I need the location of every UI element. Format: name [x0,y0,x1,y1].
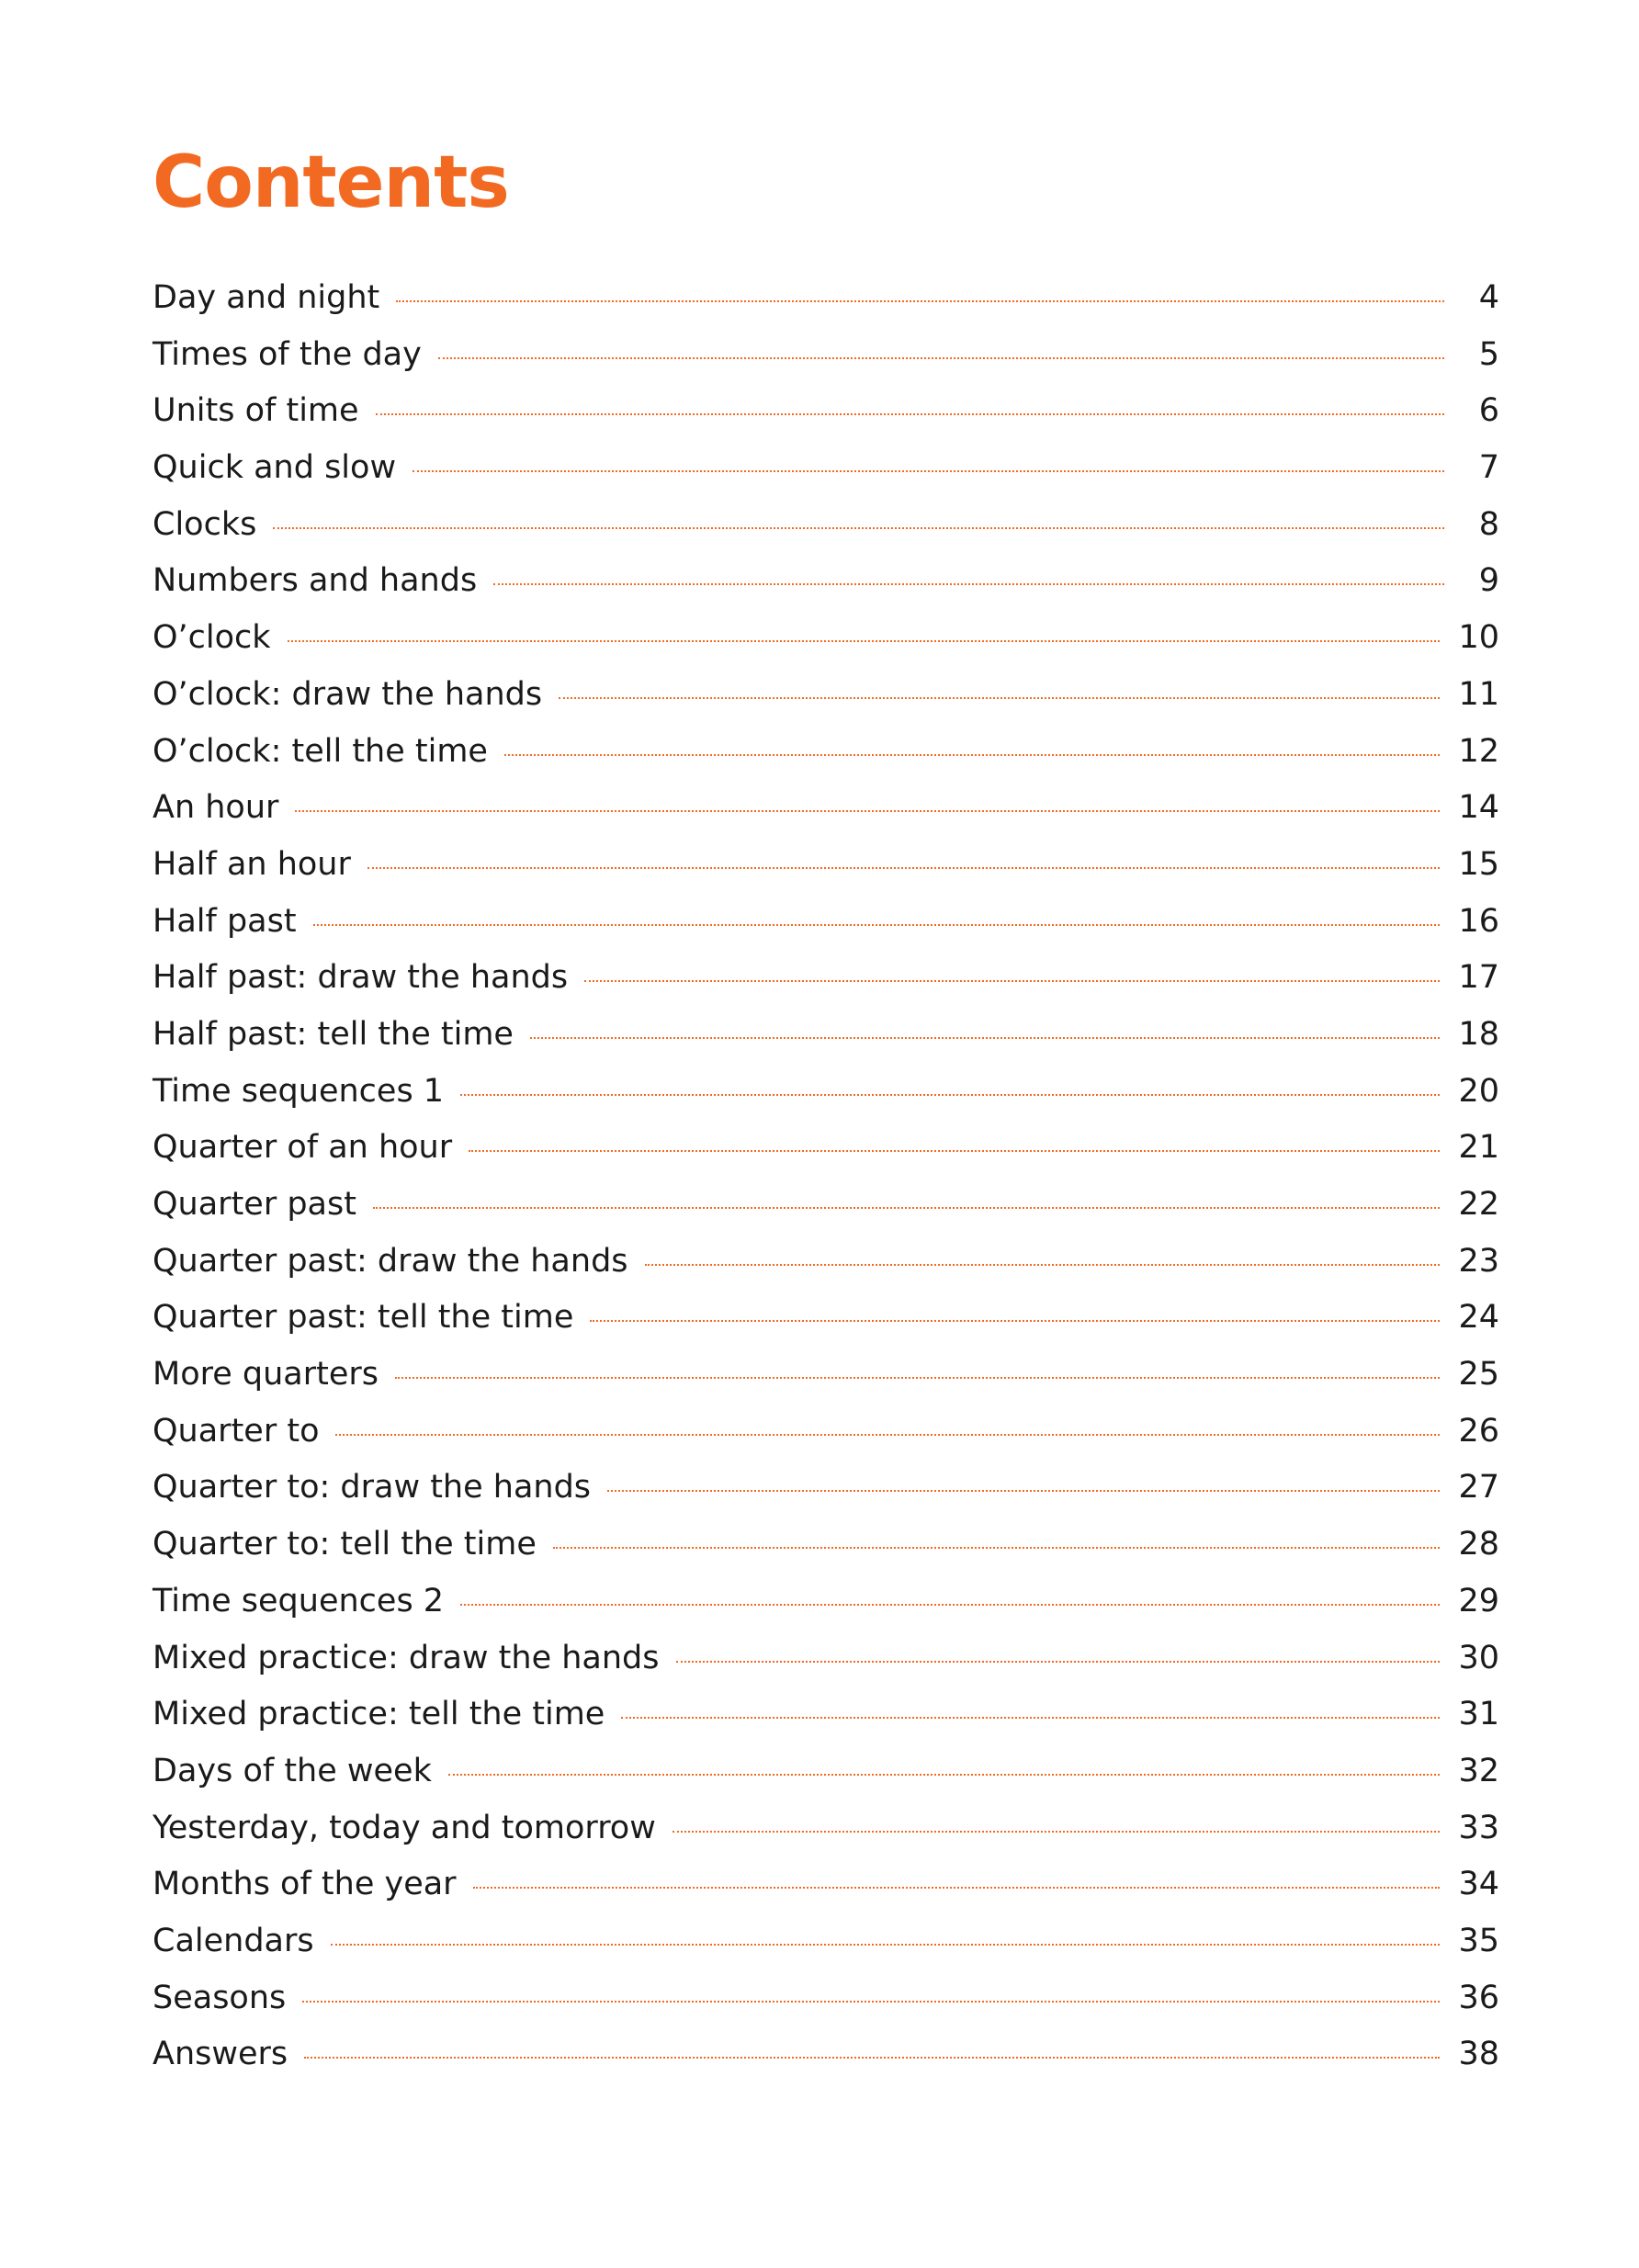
toc-entry-page-number: 32 [1458,1752,1499,1789]
toc-entry[interactable] [153,780,1499,837]
toc-entry[interactable] [153,1743,1499,1800]
dot-leader [493,583,1444,585]
toc-entry-title: Half past: draw the hands [153,959,569,997]
dot-leader [504,754,1440,756]
toc-entry[interactable] [153,383,1499,440]
toc-entry-title: Clocks [153,505,257,543]
toc-entry[interactable] [153,724,1499,781]
toc-entry-title: Quarter to [153,1412,320,1450]
toc-entry-page-number: 30 [1458,1639,1499,1676]
toc-entry[interactable] [153,1517,1499,1574]
toc-entry[interactable] [153,497,1499,554]
toc-entry-page-number: 9 [1478,562,1499,600]
toc-entry-page-number: 21 [1458,1129,1499,1167]
dot-leader [395,1377,1440,1379]
toc-entry-page-number: 33 [1458,1809,1499,1846]
dot-leader [313,924,1441,926]
toc-entry-title: Months of the year [153,1866,457,1903]
dot-leader [438,357,1444,359]
toc-entry-title: O’clock [153,619,271,657]
dot-leader [367,867,1441,869]
toc-entry-page-number: 14 [1458,789,1499,827]
toc-entry-page-number: 27 [1458,1469,1499,1506]
dot-leader [473,1887,1441,1889]
dot-leader [460,1094,1440,1096]
toc-entry-page-number: 7 [1478,449,1499,487]
toc-entry-page-number: 8 [1478,505,1499,543]
toc-entry-page-number: 6 [1478,392,1499,430]
toc-entry-page-number: 18 [1458,1015,1499,1053]
toc-entry[interactable] [153,440,1499,497]
toc-entry-title: Quick and slow [153,449,397,487]
dot-leader [448,1774,1441,1776]
toc-entry[interactable] [153,1177,1499,1234]
toc-entry[interactable] [153,667,1499,724]
dot-leader [288,640,1441,642]
toc-entry-title: Quarter of an hour [153,1129,453,1167]
toc-entry[interactable] [153,270,1499,327]
toc-entry[interactable] [153,1913,1499,1970]
dot-leader [469,1150,1440,1152]
toc-entry-title: Times of the day [153,335,422,373]
toc-entry-page-number: 4 [1478,279,1499,316]
toc-entry[interactable] [153,1970,1499,2027]
toc-entry-page-number: 38 [1458,2036,1499,2073]
toc-entry-title: Quarter past: tell the time [153,1299,574,1337]
toc-entry[interactable] [153,1687,1499,1743]
dot-leader [413,470,1444,472]
toc-entry[interactable] [153,1404,1499,1461]
toc-entry[interactable] [153,1234,1499,1291]
toc-entry-title: O’clock: tell the time [153,732,488,770]
dot-leader [273,527,1444,529]
toc-entry-title: Mixed practice: tell the time [153,1696,605,1733]
toc-entry[interactable] [153,1290,1499,1347]
dot-leader [331,1944,1441,1946]
toc-entry-title: Quarter past: draw the hands [153,1242,628,1280]
toc-entry-title: O’clock: draw the hands [153,675,543,713]
toc-entry[interactable] [153,2026,1499,2083]
dot-leader [673,1831,1441,1833]
dot-leader [590,1320,1440,1322]
table-of-contents [153,270,1499,2083]
toc-entry-page-number: 20 [1458,1072,1499,1110]
toc-entry-page-number: 28 [1458,1526,1499,1563]
dot-leader [553,1547,1441,1549]
toc-entry-page-number: 22 [1458,1186,1499,1223]
toc-entry[interactable] [153,1460,1499,1517]
toc-entry-page-number: 12 [1458,732,1499,770]
toc-entry-title: More quarters [153,1356,379,1394]
toc-entry-title: Seasons [153,1979,287,2016]
toc-entry-page-number: 15 [1458,845,1499,883]
toc-entry-title: Day and night [153,279,380,316]
dot-leader [460,1604,1440,1606]
toc-entry-title: Quarter past [153,1186,356,1223]
dot-leader [621,1717,1440,1719]
dot-leader [584,980,1440,982]
dot-leader [645,1264,1441,1266]
toc-entry-page-number: 5 [1478,335,1499,373]
toc-entry-title: Calendars [153,1922,314,1959]
toc-entry-page-number: 10 [1458,619,1499,657]
toc-entry-title: Half an hour [153,845,351,883]
toc-entry-title: Units of time [153,392,359,430]
dot-leader [376,413,1444,415]
toc-entry[interactable] [153,894,1499,951]
toc-entry-title: Mixed practice: draw the hands [153,1639,660,1676]
toc-entry-title: Quarter to: tell the time [153,1526,537,1563]
dot-leader [559,697,1440,699]
toc-entry-page-number: 25 [1458,1356,1499,1394]
page-title: Contents [153,141,509,224]
toc-entry-title: Half past: tell the time [153,1015,514,1053]
toc-entry-title: Time sequences 1 [153,1072,445,1110]
dot-leader [676,1661,1441,1663]
toc-entry-title: Time sequences 2 [153,1582,445,1619]
toc-entry[interactable] [153,837,1499,894]
toc-entry-page-number: 29 [1458,1582,1499,1619]
toc-entry[interactable] [153,950,1499,1007]
dot-leader [396,300,1444,302]
toc-entry-title: Yesterday, today and tomorrow [153,1809,656,1846]
dot-leader [304,2057,1440,2059]
toc-entry-title: Answers [153,2036,288,2073]
toc-entry[interactable] [153,1347,1499,1404]
toc-entry-page-number: 16 [1458,902,1499,940]
toc-entry-page-number: 34 [1458,1866,1499,1903]
toc-entry[interactable] [153,1630,1499,1687]
toc-entry-page-number: 31 [1458,1696,1499,1733]
dot-leader [373,1207,1440,1209]
toc-entry-title: Quarter to: draw the hands [153,1469,592,1506]
toc-entry[interactable] [153,553,1499,610]
toc-entry[interactable] [153,1064,1499,1121]
dot-leader [607,1490,1440,1492]
toc-entry-page-number: 26 [1458,1412,1499,1450]
toc-entry-page-number: 36 [1458,1979,1499,2016]
toc-entry[interactable] [153,1800,1499,1857]
toc-entry-page-number: 24 [1458,1299,1499,1337]
toc-entry[interactable] [153,1120,1499,1177]
toc-entry[interactable] [153,1856,1499,1913]
contents-page [153,141,1499,2083]
toc-entry-title: Days of the week [153,1752,432,1789]
toc-entry-page-number: 11 [1458,675,1499,713]
toc-entry-title: Numbers and hands [153,562,478,600]
dot-leader [302,2001,1440,2003]
toc-entry[interactable] [153,327,1499,384]
toc-entry[interactable] [153,1007,1499,1064]
toc-entry[interactable] [153,1574,1499,1630]
toc-entry-page-number: 23 [1458,1242,1499,1280]
dot-leader [530,1037,1441,1039]
toc-entry-page-number: 35 [1458,1922,1499,1959]
dot-leader [295,810,1440,812]
toc-entry[interactable] [153,610,1499,667]
toc-entry-title: An hour [153,789,279,827]
toc-entry-page-number: 17 [1458,959,1499,997]
dot-leader [335,1434,1440,1436]
toc-entry-title: Half past [153,902,297,940]
